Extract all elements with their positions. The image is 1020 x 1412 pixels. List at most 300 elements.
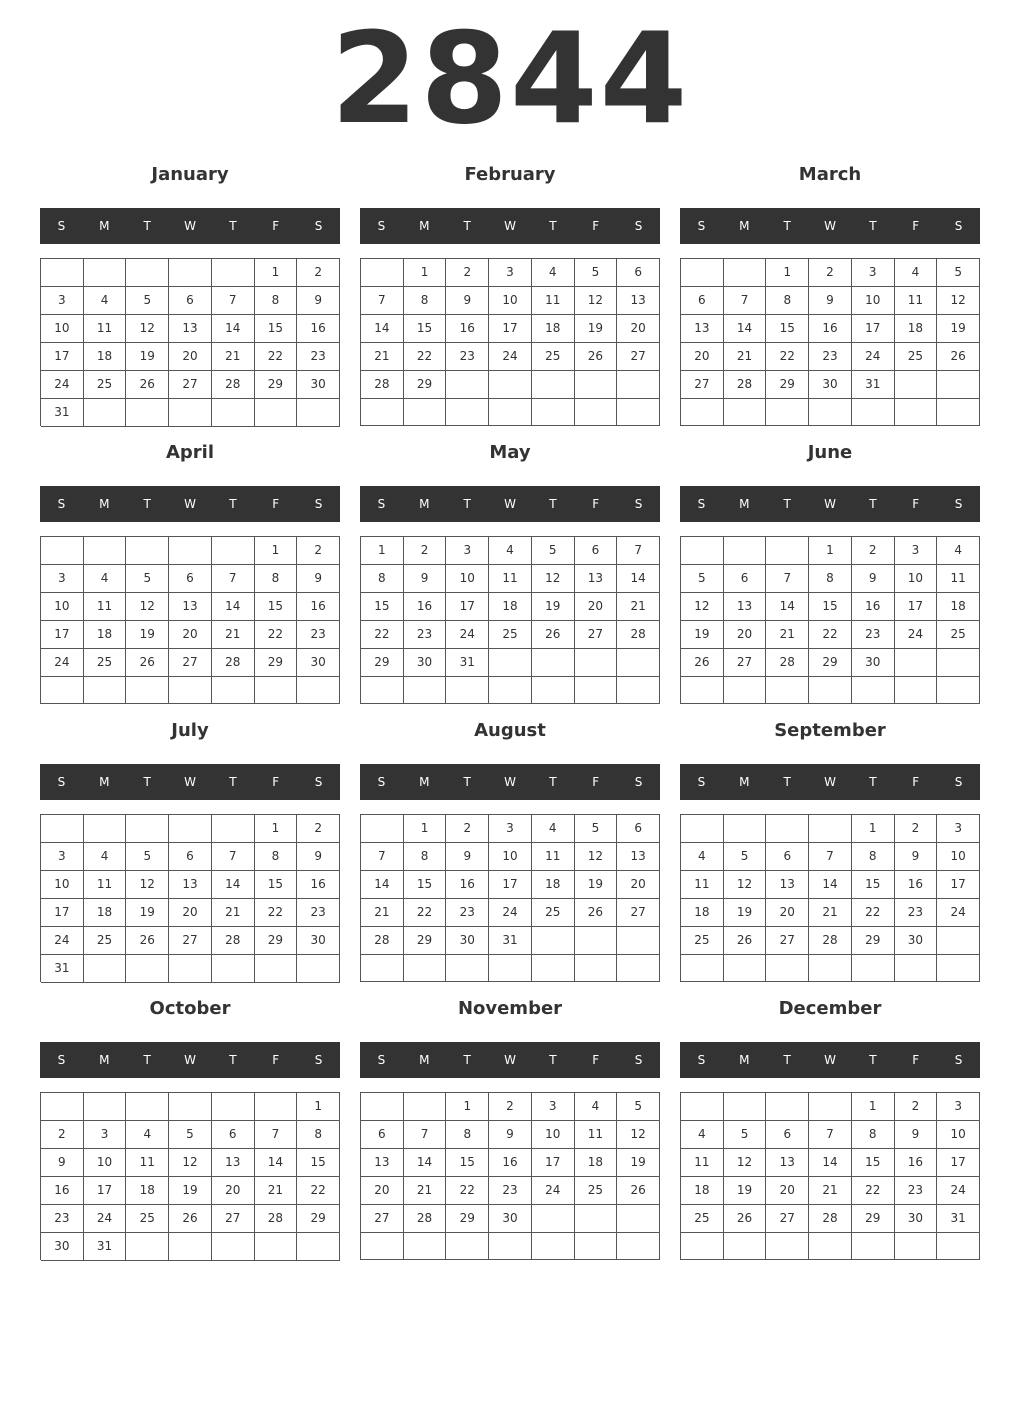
day-cell: 27	[169, 649, 212, 677]
day-cell: 27	[681, 371, 724, 399]
day-cell: 28	[809, 927, 852, 955]
day-grid	[40, 258, 340, 426]
empty-cell	[852, 955, 895, 982]
day-cell: 4	[532, 815, 575, 843]
empty-cell	[169, 1233, 212, 1261]
weekday-label: F	[272, 497, 280, 511]
day-cell: 25	[126, 1205, 169, 1233]
day-cell: 22	[852, 1177, 895, 1205]
weekday-label: T	[783, 775, 791, 789]
empty-cell	[766, 1233, 809, 1260]
day-cell: 26	[575, 343, 618, 371]
weekday-label: F	[272, 1053, 280, 1067]
day-cell: 25	[575, 1177, 618, 1205]
day-cell: 12	[617, 1121, 660, 1149]
day-cell: 14	[766, 593, 809, 621]
day-cell: 22	[852, 899, 895, 927]
day-cell: 25	[532, 899, 575, 927]
empty-cell	[212, 1093, 255, 1121]
day-cell: 15	[852, 1149, 895, 1177]
empty-cell	[41, 1093, 84, 1121]
day-cell: 10	[489, 287, 532, 315]
empty-cell	[724, 815, 767, 843]
empty-cell	[404, 1233, 447, 1260]
empty-cell	[532, 649, 575, 677]
empty-cell	[404, 955, 447, 982]
weekday-header	[360, 208, 660, 244]
day-cell: 8	[404, 287, 447, 315]
empty-cell	[169, 677, 212, 704]
day-cell: 9	[297, 287, 340, 315]
day-cell: 16	[852, 593, 895, 621]
day-cell: 6	[361, 1121, 404, 1149]
day-cell: 1	[809, 537, 852, 565]
weekday-label: T	[549, 1053, 557, 1067]
day-cell: 6	[212, 1121, 255, 1149]
day-cell: 6	[617, 259, 660, 287]
day-cell: 31	[937, 1205, 980, 1233]
empty-cell	[255, 399, 298, 427]
day-cell: 13	[724, 593, 767, 621]
day-cell: 29	[852, 927, 895, 955]
day-cell: 19	[724, 1177, 767, 1205]
day-cell: 17	[489, 871, 532, 899]
day-cell: 16	[297, 593, 340, 621]
empty-cell	[169, 537, 212, 565]
weekday-label: W	[184, 219, 196, 233]
empty-cell	[724, 677, 767, 704]
day-cell: 10	[937, 1121, 980, 1149]
day-cell: 29	[255, 927, 298, 955]
day-cell: 1	[766, 259, 809, 287]
day-cell: 14	[361, 315, 404, 343]
day-cell: 5	[126, 843, 169, 871]
empty-cell	[937, 677, 980, 704]
month-name: September	[774, 720, 886, 741]
empty-cell	[575, 649, 618, 677]
day-cell: 10	[41, 593, 84, 621]
day-cell: 7	[617, 537, 660, 565]
day-cell: 5	[937, 259, 980, 287]
day-cell: 4	[575, 1093, 618, 1121]
day-cell: 3	[489, 259, 532, 287]
empty-cell	[84, 1093, 127, 1121]
day-cell: 24	[84, 1205, 127, 1233]
day-cell: 1	[446, 1093, 489, 1121]
day-cell: 27	[617, 343, 660, 371]
day-cell: 9	[446, 287, 489, 315]
weekday-label: W	[504, 1053, 516, 1067]
empty-cell	[809, 399, 852, 426]
weekday-label: S	[57, 219, 66, 233]
day-cell: 15	[361, 593, 404, 621]
weekday-label: S	[634, 1053, 643, 1067]
day-cell: 3	[937, 815, 980, 843]
day-cell: 10	[532, 1121, 575, 1149]
day-cell: 17	[532, 1149, 575, 1177]
day-cell: 4	[84, 843, 127, 871]
day-cell: 8	[255, 565, 298, 593]
weekday-header	[40, 208, 340, 244]
day-cell: 9	[446, 843, 489, 871]
day-cell: 28	[361, 371, 404, 399]
weekday-label: F	[912, 497, 920, 511]
day-cell: 31	[84, 1233, 127, 1261]
empty-cell	[41, 537, 84, 565]
day-grid	[40, 814, 340, 982]
day-cell: 18	[84, 343, 127, 371]
day-cell: 4	[84, 287, 127, 315]
day-cell: 31	[852, 371, 895, 399]
day-cell: 30	[895, 1205, 938, 1233]
empty-cell	[681, 399, 724, 426]
day-cell: 1	[255, 815, 298, 843]
day-cell: 4	[937, 537, 980, 565]
day-cell: 19	[126, 621, 169, 649]
day-cell: 6	[766, 1121, 809, 1149]
day-cell: 21	[212, 899, 255, 927]
day-cell: 4	[489, 537, 532, 565]
day-cell: 8	[255, 287, 298, 315]
day-cell: 21	[809, 899, 852, 927]
day-cell: 7	[361, 287, 404, 315]
weekday-label: W	[184, 775, 196, 789]
month-name: June	[807, 442, 853, 463]
empty-cell	[766, 537, 809, 565]
day-cell: 2	[446, 259, 489, 287]
empty-cell	[489, 371, 532, 399]
day-cell: 24	[446, 621, 489, 649]
empty-cell	[937, 1233, 980, 1260]
empty-cell	[212, 259, 255, 287]
empty-cell	[489, 1233, 532, 1260]
day-cell: 29	[404, 927, 447, 955]
day-cell: 2	[41, 1121, 84, 1149]
day-cell: 21	[255, 1177, 298, 1205]
empty-cell	[809, 677, 852, 704]
empty-cell	[404, 1093, 447, 1121]
empty-cell	[361, 677, 404, 704]
empty-cell	[404, 399, 447, 426]
day-cell: 14	[212, 593, 255, 621]
day-cell: 12	[126, 315, 169, 343]
day-cell: 23	[852, 621, 895, 649]
weekday-label: F	[912, 775, 920, 789]
day-cell: 30	[297, 927, 340, 955]
empty-cell	[255, 677, 298, 704]
day-cell: 27	[766, 1205, 809, 1233]
day-cell: 2	[489, 1093, 532, 1121]
empty-cell	[937, 399, 980, 426]
empty-cell	[297, 1233, 340, 1261]
empty-cell	[681, 537, 724, 565]
weekday-label: T	[143, 497, 151, 511]
day-grid	[680, 258, 980, 426]
day-cell: 14	[724, 315, 767, 343]
day-cell: 2	[895, 1093, 938, 1121]
day-cell: 6	[617, 815, 660, 843]
day-cell: 1	[852, 1093, 895, 1121]
day-cell: 21	[361, 343, 404, 371]
empty-cell	[575, 955, 618, 982]
weekday-label: F	[592, 1053, 600, 1067]
day-cell: 18	[895, 315, 938, 343]
day-cell: 15	[297, 1149, 340, 1177]
day-cell: 3	[895, 537, 938, 565]
empty-cell	[84, 399, 127, 427]
day-cell: 7	[212, 843, 255, 871]
weekday-label: T	[783, 497, 791, 511]
day-cell: 13	[575, 565, 618, 593]
weekday-header	[680, 208, 980, 244]
day-cell: 15	[446, 1149, 489, 1177]
weekday-label: T	[869, 497, 877, 511]
weekday-label: S	[314, 775, 323, 789]
weekday-label: W	[824, 219, 836, 233]
day-cell: 23	[895, 1177, 938, 1205]
day-cell: 10	[895, 565, 938, 593]
day-cell: 19	[126, 343, 169, 371]
day-cell: 31	[41, 955, 84, 983]
day-cell: 25	[489, 621, 532, 649]
weekday-label: T	[783, 219, 791, 233]
day-cell: 28	[617, 621, 660, 649]
empty-cell	[297, 677, 340, 704]
day-cell: 20	[361, 1177, 404, 1205]
day-cell: 23	[297, 343, 340, 371]
weekday-label: T	[143, 775, 151, 789]
empty-cell	[126, 677, 169, 704]
day-cell: 10	[84, 1149, 127, 1177]
weekday-label: S	[634, 497, 643, 511]
day-cell: 26	[169, 1205, 212, 1233]
weekday-label: M	[99, 497, 110, 511]
weekday-label: M	[739, 1053, 750, 1067]
day-cell: 22	[809, 621, 852, 649]
day-cell: 8	[255, 843, 298, 871]
day-cell: 28	[361, 927, 404, 955]
day-cell: 1	[361, 537, 404, 565]
day-cell: 24	[41, 649, 84, 677]
day-cell: 21	[617, 593, 660, 621]
weekday-label: F	[272, 219, 280, 233]
empty-cell	[126, 259, 169, 287]
day-cell: 5	[532, 537, 575, 565]
day-cell: 11	[84, 315, 127, 343]
day-cell: 9	[895, 1121, 938, 1149]
empty-cell	[766, 399, 809, 426]
weekday-label: S	[377, 497, 386, 511]
empty-cell	[446, 955, 489, 982]
day-cell: 9	[297, 565, 340, 593]
empty-cell	[895, 399, 938, 426]
empty-cell	[532, 927, 575, 955]
empty-cell	[446, 677, 489, 704]
day-cell: 20	[766, 1177, 809, 1205]
day-cell: 23	[895, 899, 938, 927]
empty-cell	[212, 677, 255, 704]
empty-cell	[724, 399, 767, 426]
empty-cell	[446, 371, 489, 399]
day-cell: 8	[361, 565, 404, 593]
day-cell: 20	[212, 1177, 255, 1205]
empty-cell	[809, 955, 852, 982]
day-cell: 21	[212, 343, 255, 371]
day-cell: 22	[404, 899, 447, 927]
day-cell: 24	[489, 899, 532, 927]
day-cell: 8	[404, 843, 447, 871]
day-cell: 29	[809, 649, 852, 677]
day-cell: 7	[255, 1121, 298, 1149]
day-cell: 24	[41, 927, 84, 955]
day-grid	[680, 814, 980, 982]
empty-cell	[489, 955, 532, 982]
day-cell: 29	[446, 1205, 489, 1233]
weekday-label: T	[549, 219, 557, 233]
day-cell: 19	[724, 899, 767, 927]
weekday-header	[40, 764, 340, 800]
empty-cell	[575, 371, 618, 399]
empty-cell	[84, 677, 127, 704]
day-cell: 29	[361, 649, 404, 677]
day-cell: 28	[212, 927, 255, 955]
day-cell: 10	[852, 287, 895, 315]
day-cell: 17	[937, 1149, 980, 1177]
day-cell: 17	[895, 593, 938, 621]
weekday-label: F	[912, 1053, 920, 1067]
day-cell: 26	[126, 927, 169, 955]
day-cell: 28	[255, 1205, 298, 1233]
day-cell: 27	[575, 621, 618, 649]
day-cell: 21	[766, 621, 809, 649]
day-cell: 13	[766, 1149, 809, 1177]
empty-cell	[126, 1093, 169, 1121]
empty-cell	[681, 815, 724, 843]
day-cell: 26	[617, 1177, 660, 1205]
day-cell: 12	[126, 593, 169, 621]
day-cell: 1	[852, 815, 895, 843]
day-grid	[680, 536, 980, 704]
day-cell: 10	[41, 315, 84, 343]
day-cell: 18	[489, 593, 532, 621]
day-cell: 9	[852, 565, 895, 593]
weekday-label: S	[954, 497, 963, 511]
day-cell: 7	[809, 843, 852, 871]
day-cell: 15	[404, 315, 447, 343]
day-grid	[360, 258, 660, 426]
day-cell: 21	[361, 899, 404, 927]
empty-cell	[617, 371, 660, 399]
empty-cell	[446, 399, 489, 426]
weekday-label: T	[229, 775, 237, 789]
day-cell: 24	[895, 621, 938, 649]
day-cell: 5	[724, 843, 767, 871]
weekday-label: T	[549, 497, 557, 511]
day-cell: 18	[532, 315, 575, 343]
day-cell: 30	[809, 371, 852, 399]
empty-cell	[617, 399, 660, 426]
empty-cell	[809, 1093, 852, 1121]
day-cell: 9	[809, 287, 852, 315]
day-cell: 21	[404, 1177, 447, 1205]
weekday-label: T	[143, 219, 151, 233]
day-cell: 11	[84, 593, 127, 621]
weekday-label: W	[824, 497, 836, 511]
day-cell: 30	[404, 649, 447, 677]
day-cell: 15	[852, 871, 895, 899]
day-cell: 16	[489, 1149, 532, 1177]
empty-cell	[681, 1093, 724, 1121]
day-cell: 9	[297, 843, 340, 871]
day-cell: 15	[766, 315, 809, 343]
empty-cell	[895, 371, 938, 399]
empty-cell	[212, 537, 255, 565]
weekday-header	[360, 1042, 660, 1078]
weekday-label: S	[697, 775, 706, 789]
day-cell: 23	[446, 343, 489, 371]
empty-cell	[724, 537, 767, 565]
day-cell: 26	[724, 927, 767, 955]
empty-cell	[724, 259, 767, 287]
empty-cell	[489, 677, 532, 704]
weekday-label: M	[739, 497, 750, 511]
weekday-label: S	[57, 1053, 66, 1067]
day-cell: 27	[766, 927, 809, 955]
weekday-label: S	[377, 219, 386, 233]
weekday-label: S	[954, 1053, 963, 1067]
empty-cell	[766, 815, 809, 843]
empty-cell	[297, 955, 340, 983]
empty-cell	[681, 1233, 724, 1260]
month-name: May	[489, 442, 531, 463]
empty-cell	[937, 955, 980, 982]
weekday-header	[680, 1042, 980, 1078]
month-name: February	[464, 164, 556, 185]
empty-cell	[617, 677, 660, 704]
day-cell: 17	[41, 621, 84, 649]
day-cell: 22	[297, 1177, 340, 1205]
weekday-label: T	[869, 219, 877, 233]
weekday-label: T	[869, 775, 877, 789]
day-cell: 5	[575, 815, 618, 843]
weekday-label: M	[99, 775, 110, 789]
weekday-label: M	[739, 775, 750, 789]
day-cell: 3	[489, 815, 532, 843]
day-cell: 11	[681, 871, 724, 899]
day-cell: 8	[446, 1121, 489, 1149]
day-cell: 23	[297, 621, 340, 649]
day-cell: 25	[681, 927, 724, 955]
empty-cell	[852, 677, 895, 704]
weekday-label: W	[824, 775, 836, 789]
day-cell: 12	[937, 287, 980, 315]
empty-cell	[617, 1233, 660, 1260]
day-cell: 25	[532, 343, 575, 371]
day-cell: 9	[489, 1121, 532, 1149]
empty-cell	[895, 955, 938, 982]
empty-cell	[681, 955, 724, 982]
empty-cell	[575, 1233, 618, 1260]
day-cell: 12	[169, 1149, 212, 1177]
weekday-label: W	[184, 497, 196, 511]
weekday-label: S	[377, 1053, 386, 1067]
day-cell: 3	[41, 287, 84, 315]
day-cell: 7	[212, 565, 255, 593]
day-cell: 14	[617, 565, 660, 593]
day-cell: 1	[255, 259, 298, 287]
day-cell: 16	[446, 315, 489, 343]
weekday-label: T	[143, 1053, 151, 1067]
